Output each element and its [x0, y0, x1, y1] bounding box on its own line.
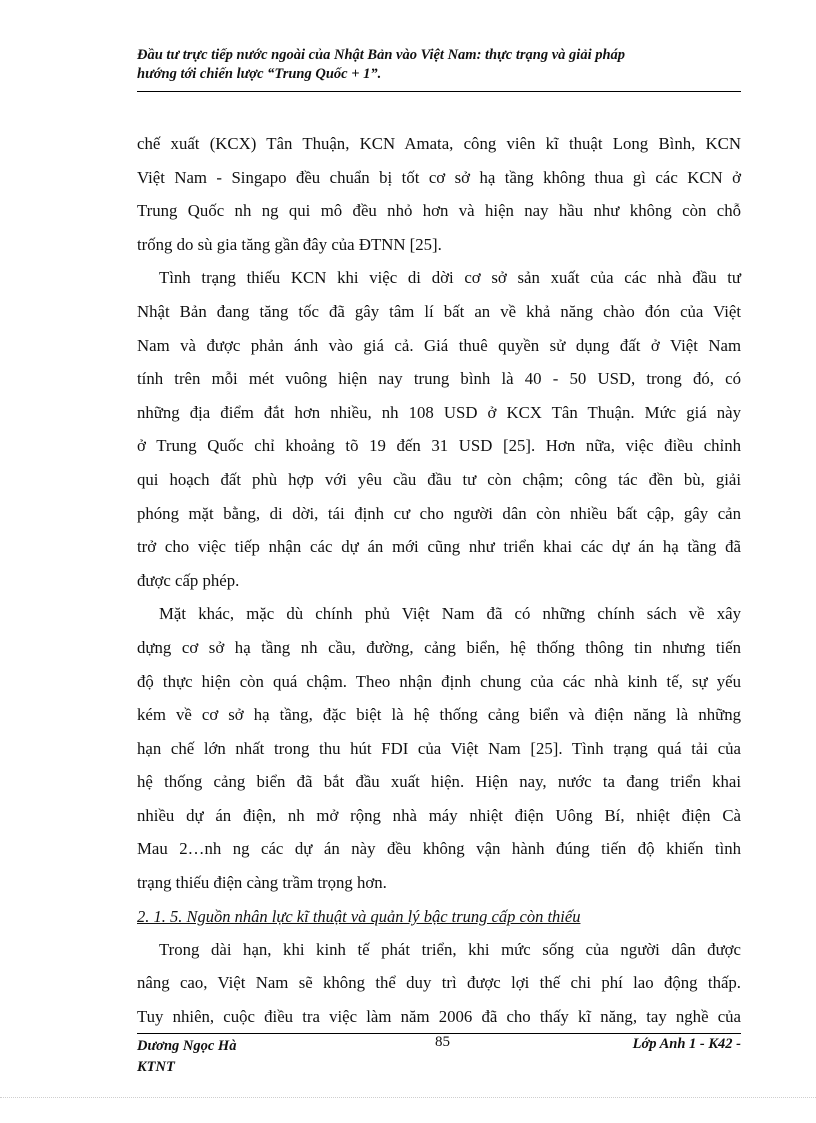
paragraph-4 [137, 933, 741, 1034]
text-line: Mau 2…nh ng các dự án này đều không vận hành đúng tiến độ khiến tình [137, 839, 741, 859]
text-line: Trong dài hạn, khi kinh tế phát triển, khi mức sống của người dân được [159, 939, 741, 959]
text-line: hệ thống cảng biển đã bắt đầu xuất hiện. Hiện nay, nước ta đang triển khai [137, 772, 741, 792]
paragraph-3 [137, 597, 741, 899]
text-line: Nhật Bản đang tăng tốc đã gây tâm lí bất an về khả năng chào đón của Việt [137, 301, 741, 321]
text-line: Nam và được phản ánh vào giá cả. Giá thuê quyền sử dụng đất ở Việt Nam [137, 335, 741, 355]
paragraph-2 [137, 261, 741, 597]
text-line: độ thực hiện còn quá chậm. Theo nhận định chung của các nhà kinh tế, sự yếu [137, 671, 741, 691]
paragraph-1 [137, 127, 741, 261]
text-line: hạn chế lớn nhất trong thu hút FDI của Việt Nam [25]. Tình trạng quá tải của [137, 738, 741, 758]
running-header [137, 46, 741, 84]
text-line: Mặt khác, mặc dù chính phủ Việt Nam đã có những chính sách về xây [159, 604, 741, 624]
text-line: phóng mặt bằng, di dời, tái định cư cho người dân còn nhiều bất cập, gây cản [137, 503, 741, 523]
section-heading: 2. 1. 5. Nguồn nhân lực kĩ thuật và quản lý bậc trung cấp còn thiếu [137, 906, 581, 926]
footer-author-dept: KTNT [137, 1059, 175, 1075]
text-line: trở cho việc tiếp nhận các dự án mới cũng như triển khai các dự án hạ tầng đã [137, 537, 741, 557]
text-line: kém về cơ sở hạ tầng, đặc biệt là hệ thống cảng biển và điện năng là những [137, 705, 741, 725]
footer-author [137, 1036, 236, 1078]
text-line: nâng cao, Việt Nam sẽ không thể duy trì được lợi thế chi phí lao động thấp. [137, 973, 741, 993]
text-line: Tình trạng thiếu KCN khi việc di dời cơ sở sản xuất của các nhà đầu tư [159, 268, 741, 288]
page-body [137, 127, 741, 1033]
header-divider [137, 91, 741, 92]
text-line: trạng thiếu điện càng trầm trọng hơn. [137, 873, 387, 893]
text-line: trống do sù gia tăng gần đây của ĐTNN [25]. [137, 234, 442, 254]
text-line: qui hoạch đất phù hợp với yêu cầu đầu tư còn chậm; công tác đền bù, giải [137, 469, 741, 489]
page-number: 85 [435, 1034, 450, 1050]
text-line: tính trên mỗi mét vuông hiện nay trung bình là 40 - 50 USD, trong đó, có [137, 369, 741, 389]
text-line: những địa điểm đắt hơn nhiều, nh 108 USD ở KCX Tân Thuận. Mức giá này [137, 402, 741, 422]
text-line: Trung Quốc nh ng qui mô đều nhỏ hơn và hiện nay hầu như không còn chỗ [137, 201, 741, 221]
header-line-1: Đầu tư trực tiếp nước ngoài của Nhật Bản vào Việt Nam: thực trạng và giải pháp [137, 47, 626, 63]
footer-class: Lớp Anh 1 - K42 - [632, 1036, 741, 1052]
text-line: chế xuất (KCX) Tân Thuận, KCN Amata, công viên kĩ thuật Long Bình, KCN [137, 134, 741, 153]
text-line: dựng cơ sở hạ tầng nh cầu, đường, cảng biển, hệ thống thông tin nhưng tiến [137, 637, 741, 657]
text-line: Tuy nhiên, cuộc điều tra việc làm năm 2006 đã cho thấy kĩ năng, tay nghề của [137, 1006, 741, 1026]
text-line: được cấp phép. [137, 570, 240, 590]
text-line: Việt Nam - Singapo đều chuẩn bị tốt cơ sở hạ tầng không thua gì các KCN ở [137, 167, 741, 187]
footer-author-name: Dương Ngọc Hà [137, 1038, 237, 1054]
page-bottom-border [0, 1097, 816, 1098]
text-line: ở Trung Quốc chỉ khoảng tõ 19 đến 31 USD [25]. Hơn nữa, việc điều chỉnh [137, 436, 741, 456]
text-line: nhiều dự án điện, nh mở rộng nhà máy nhiệt điện Uông Bí, nhiệt điện Cà [137, 805, 741, 825]
header-line-2: hướng tới chiến lược “Trung Quốc + 1”. [137, 66, 382, 82]
